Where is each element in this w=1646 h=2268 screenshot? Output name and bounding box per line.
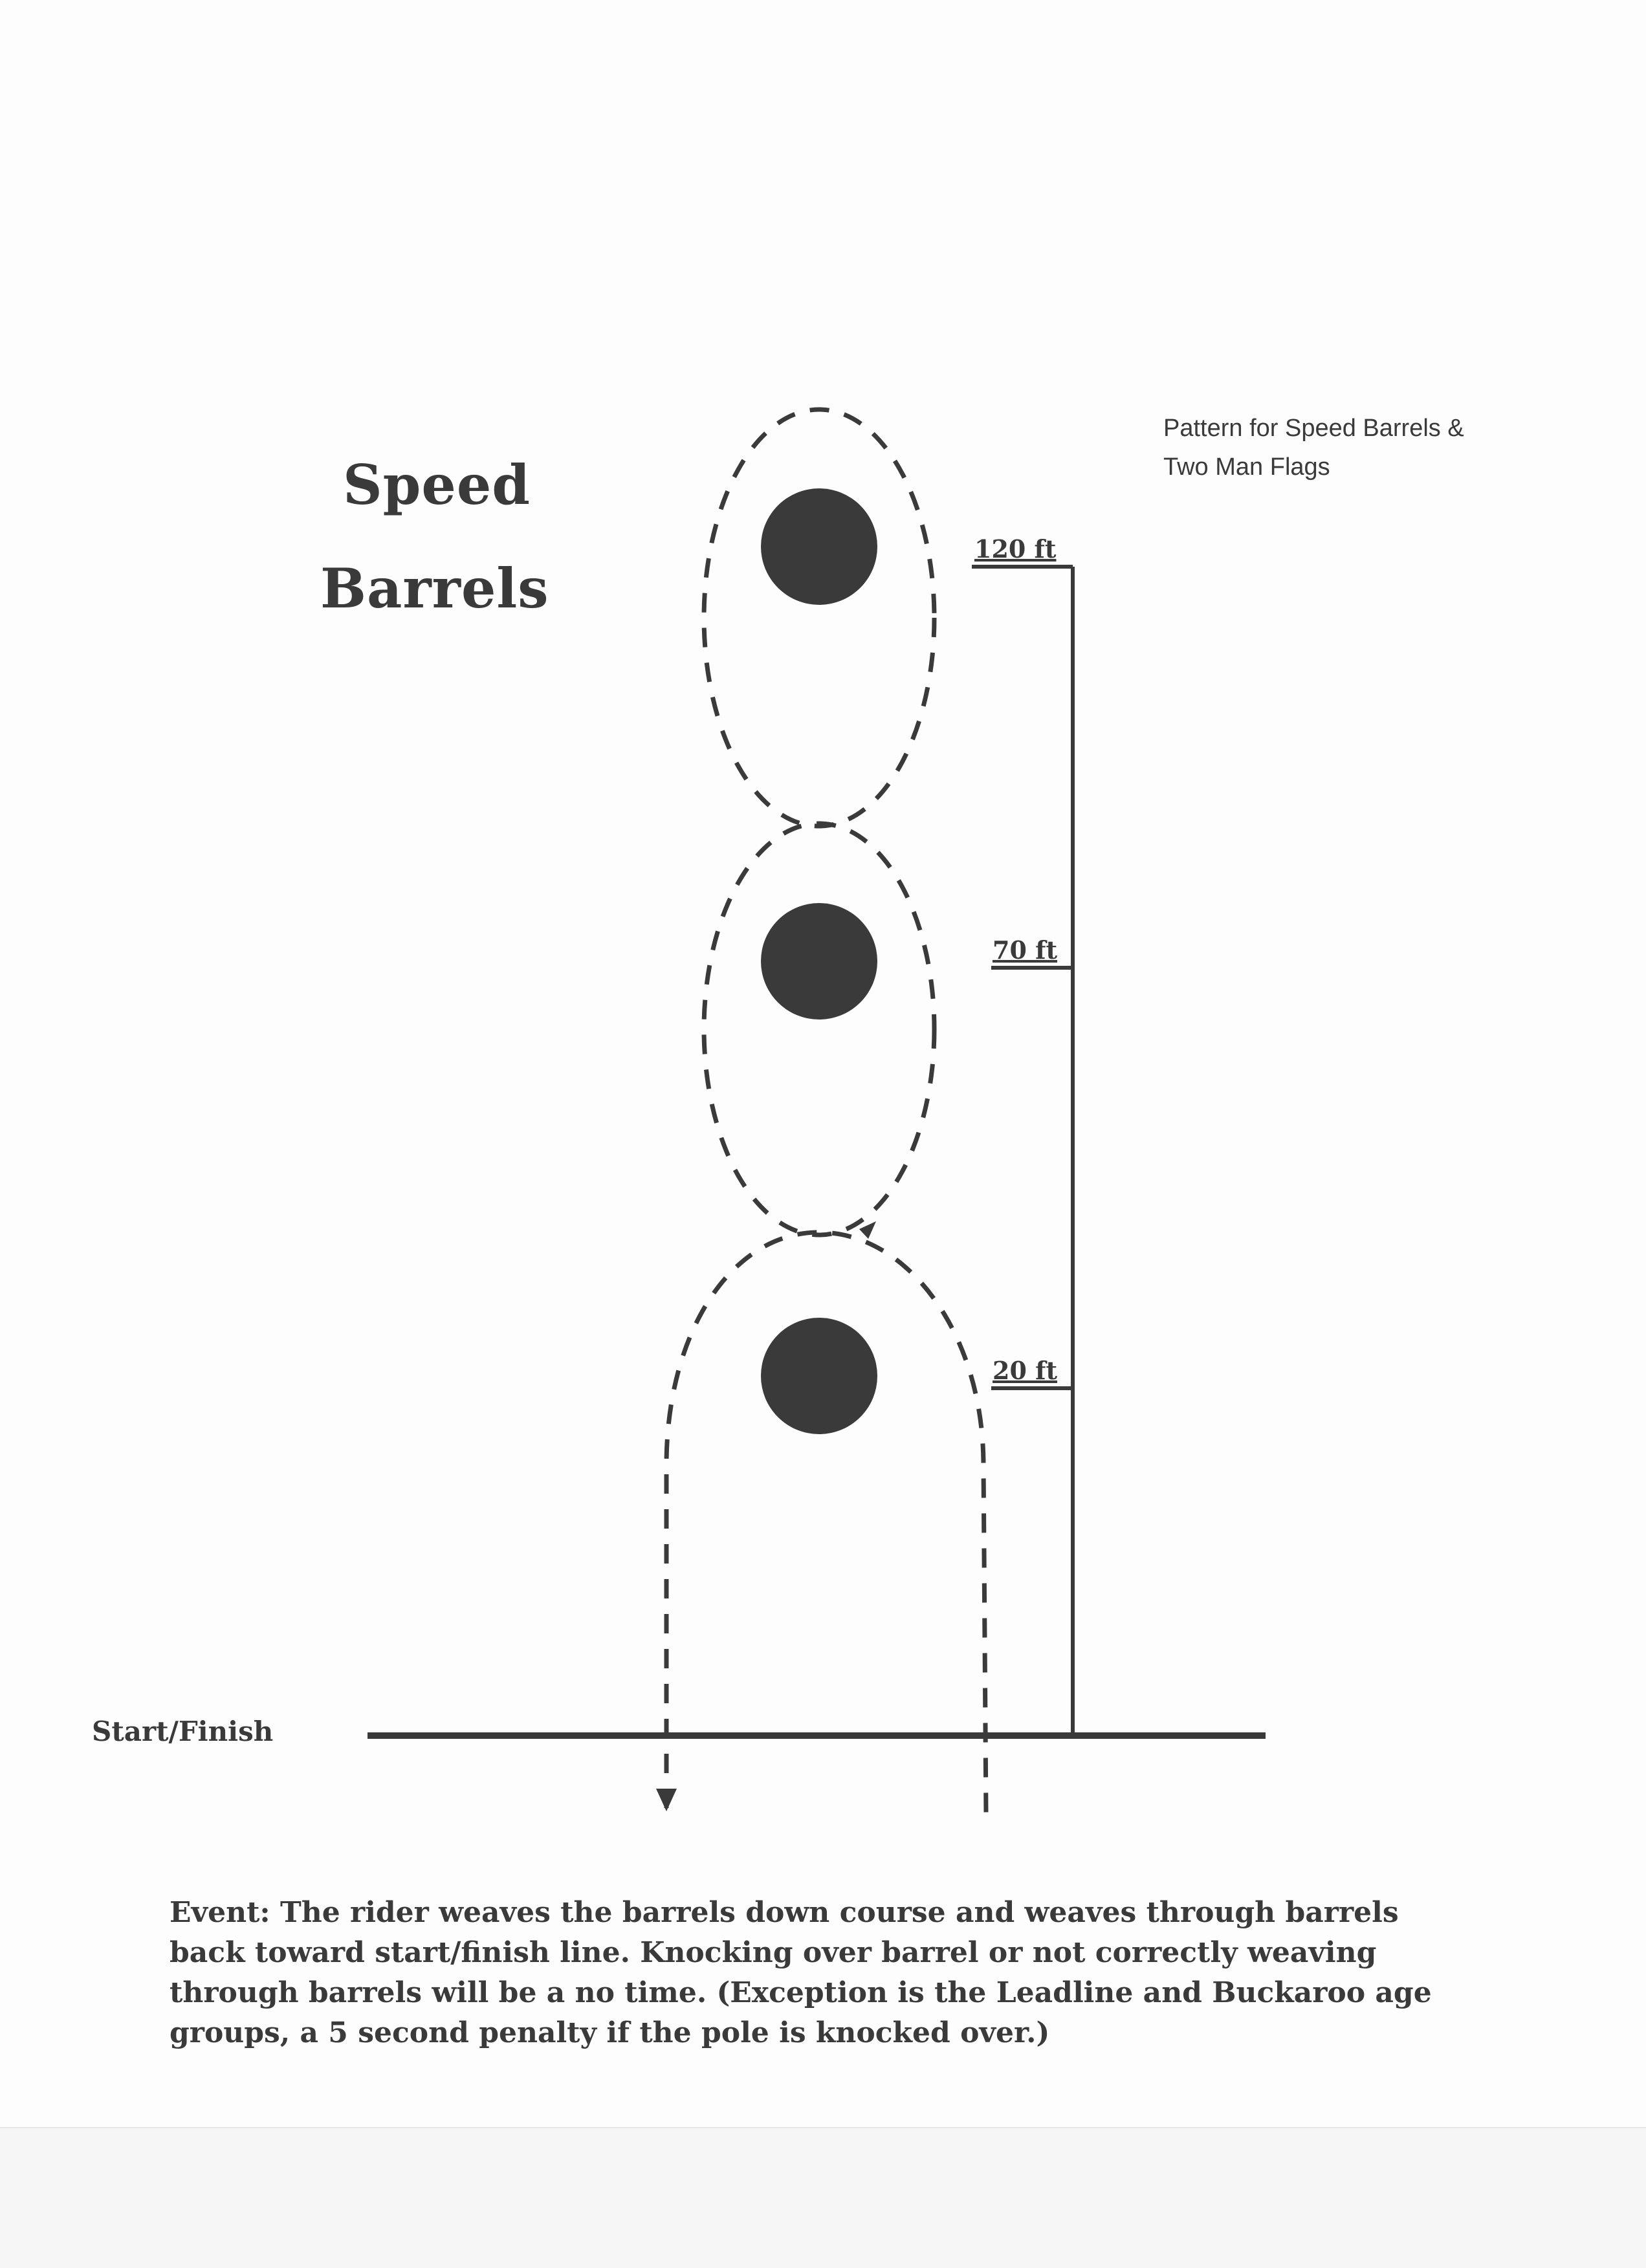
- event-line-2: back toward start/finish line. Knocking over barrel or not correctly weaving: [170, 1936, 1377, 1969]
- barrel-3: [761, 1318, 877, 1434]
- title-line-1: Speed: [343, 453, 531, 517]
- event-line-3: through barrels will be a no time. (Exception is the Leadline and Buckaroo age: [170, 1976, 1432, 2009]
- event-line-4: groups, a 5 second penalty if the pole is knocked over.): [170, 2016, 1050, 2049]
- distance-label-20: 20 ft: [993, 1356, 1058, 1385]
- exit-arrow-icon: [656, 1789, 677, 1811]
- distance-label-120: 120 ft: [974, 534, 1057, 563]
- event-description: [170, 1893, 1476, 2053]
- top-barrel-loop: [704, 409, 934, 826]
- barrel-1: [761, 488, 877, 605]
- middle-barrel-loop: [704, 823, 934, 1235]
- start-finish-label: Start/Finish: [92, 1716, 274, 1747]
- pattern-note-line-2: Two Man Flags: [1163, 453, 1330, 481]
- turn-arrow-icon: [859, 1221, 876, 1239]
- pattern-note-line-1: Pattern for Speed Barrels &: [1163, 415, 1464, 442]
- barrel-2: [761, 903, 877, 1020]
- distance-label-70: 70 ft: [993, 935, 1058, 965]
- event-line-1: Event: The rider weaves the barrels down course and weaves through barrels: [170, 1896, 1399, 1929]
- title-line-2: Barrels: [320, 556, 549, 620]
